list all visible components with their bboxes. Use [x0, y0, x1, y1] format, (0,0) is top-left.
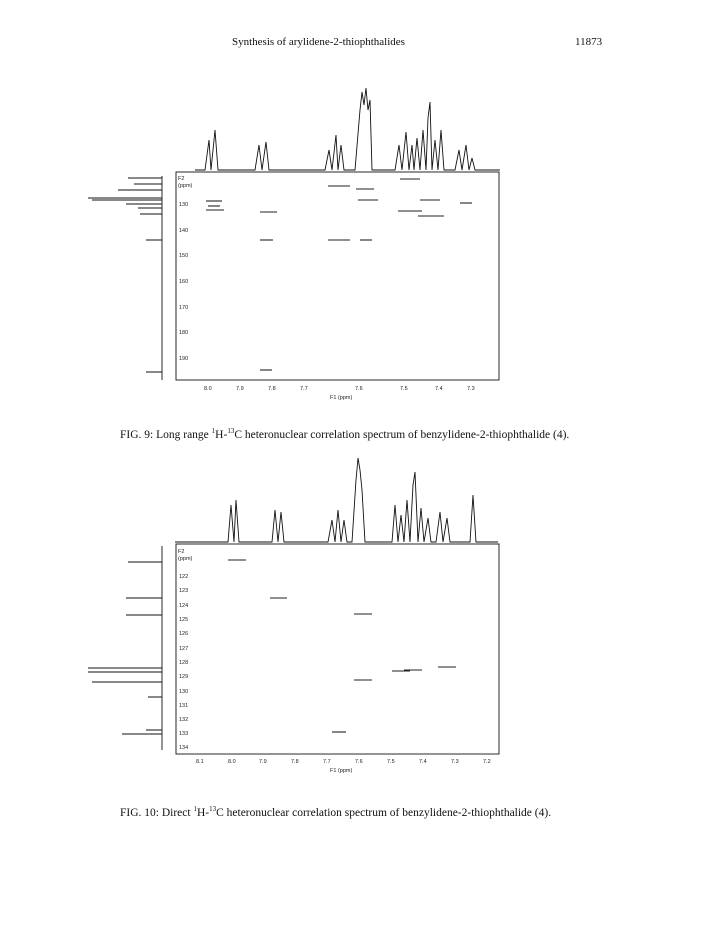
fig10-y-tick: 124	[179, 603, 189, 609]
fig10-y-tick: 134	[179, 745, 189, 751]
fig9-caption-sup2: 13	[227, 427, 235, 435]
page-number: 11873	[575, 36, 603, 48]
fig10-y-tick: 128	[179, 660, 189, 666]
fig9-y-tick-labels	[179, 202, 188, 362]
fig9-x-tick: 7.6	[355, 386, 363, 392]
fig9-correlation-cross-peaks	[206, 179, 472, 370]
fig9-caption-sup1: 1	[211, 427, 216, 435]
fig10-x-tick: 7.3	[451, 759, 459, 765]
fig10-caption-rest: C heteronuclear correlation spectrum of benzylidene-2-thiophthalide (4).	[216, 806, 552, 819]
fig9-1d-carbon-spectrum	[88, 176, 162, 380]
fig9-x-tick: 7.4	[435, 386, 443, 392]
fig10-x-tick: 7.2	[483, 759, 491, 765]
fig10-x-tick: 7.6	[355, 759, 363, 765]
fig10-x-tick: 8.1	[196, 759, 204, 765]
fig9-x-tick: 7.5	[400, 386, 408, 392]
fig9-1d-proton-spectrum	[195, 88, 500, 170]
fig9-y-tick: 180	[179, 330, 189, 336]
fig9-y-tick: 150	[179, 253, 189, 259]
fig10-x-tick: 8.0	[228, 759, 236, 765]
fig10-y-tick: 132	[179, 717, 189, 723]
fig10-plot-frame	[176, 544, 499, 754]
fig9-y-tick: 190	[179, 356, 189, 362]
fig10-y-tick: 125	[179, 617, 189, 623]
fig9-y-tick: 170	[179, 305, 189, 311]
fig9-x-tick-labels	[204, 386, 475, 392]
fig10-x-tick: 7.4	[419, 759, 427, 765]
fig10-1d-carbon-spectrum	[88, 546, 162, 750]
fig9-f2-unit: (ppm)	[178, 183, 193, 189]
fig9-y-tick: 140	[179, 228, 189, 234]
fig10-y-tick: 133	[179, 731, 189, 737]
fig10-y-tick: 126	[179, 631, 189, 637]
fig10-y-tick: 127	[179, 646, 189, 652]
fig10-x-tick: 7.5	[387, 759, 395, 765]
fig10-y-tick: 123	[179, 588, 189, 594]
fig9-x-tick: 7.3	[467, 386, 475, 392]
figure-9-caption	[120, 427, 569, 441]
fig9-caption-prefix: FIG. 9: Long range	[120, 428, 212, 441]
fig9-plot-frame	[176, 172, 499, 380]
fig10-x-axis-label: F1 (ppm)	[330, 768, 353, 774]
figure-9-spectrum	[0, 80, 701, 410]
fig10-caption-sup1: 1	[193, 805, 197, 813]
fig9-y-tick: 160	[179, 279, 189, 285]
fig9-x-tick: 7.7	[300, 386, 308, 392]
fig9-caption-mid: H-	[215, 428, 228, 441]
fig10-x-tick: 7.9	[259, 759, 267, 765]
fig10-1d-proton-spectrum	[175, 458, 498, 542]
fig9-x-tick: 7.9	[236, 386, 244, 392]
fig10-y-tick: 129	[179, 674, 189, 680]
fig10-x-tick: 7.8	[291, 759, 299, 765]
fig9-x-axis-label: F1 (ppm)	[330, 395, 353, 401]
fig10-f2-unit: (ppm)	[178, 556, 193, 562]
fig10-caption-mid: H-	[196, 806, 210, 819]
fig9-caption-rest: C heteronuclear correlation spectrum of benzylidene-2-thiophthalide (4).	[234, 428, 570, 441]
fig10-y-tick: 122	[179, 574, 189, 580]
fig9-y-tick: 130	[179, 202, 189, 208]
running-header-title: Synthesis of arylidene-2-thiophthalides	[232, 36, 405, 48]
fig10-x-tick: 7.7	[323, 759, 331, 765]
fig10-caption-sup2: 13	[209, 805, 217, 813]
fig9-x-tick: 8.0	[204, 386, 212, 392]
fig10-f2-label: F2	[178, 549, 185, 555]
fig10-y-tick-labels	[179, 574, 188, 751]
fig10-x-tick-labels	[196, 759, 491, 765]
fig9-x-tick: 7.8	[268, 386, 276, 392]
fig10-y-tick: 131	[179, 703, 189, 709]
fig10-correlation-cross-peaks	[228, 560, 456, 732]
figure-10-spectrum	[0, 450, 701, 780]
fig10-caption-prefix: FIG. 10: Direct	[120, 806, 194, 819]
fig9-f2-label: F2	[178, 176, 185, 182]
fig10-y-tick: 130	[179, 689, 189, 695]
figure-10-caption	[120, 805, 551, 819]
